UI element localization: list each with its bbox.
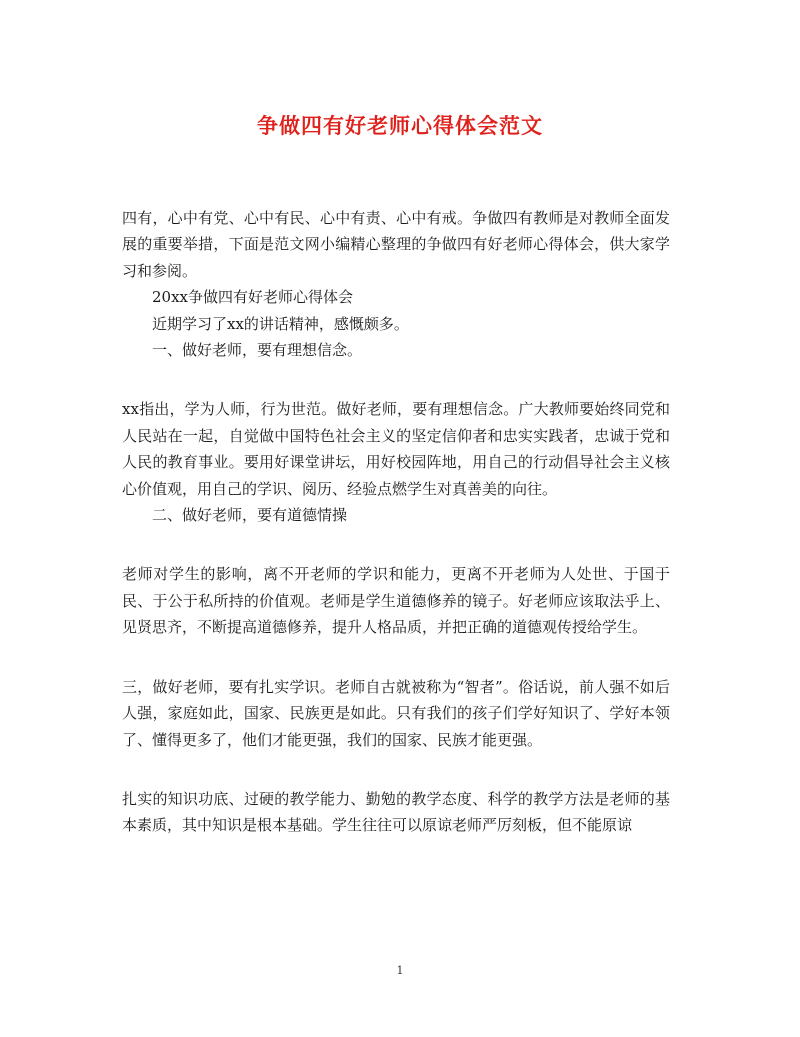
paragraph-gap	[122, 528, 670, 561]
section-heading-1: 一、做好老师，要有理想信念。	[152, 341, 363, 360]
body-paragraph: 老师对学生的影响，离不开老师的学识和能力，更离不开老师为人处世、于国于民、于公于私所持的价值观。老师是学生道德修养的镜子。好老师应该取法乎上、见贤思齐，不断提高道德修养，提升人格品质，并把正确的道德观传授给学生。	[122, 565, 670, 637]
document-body	[122, 205, 670, 839]
body-paragraph: xx指出，学为人师，行为世范。做好老师，要有理想信念。广大教师要始终同党和人民站在一起，自觉做中国特色社会主义的坚定信仰者和忠实实践者，忠诚于党和人民的教育事业。要用好课堂讲坛，用好校园阵地，用自己的行动倡导社会主义核心价值观，用自己的学识、阅历、经验点燃学生对真善美的向往。	[122, 400, 670, 498]
intro-paragraph: 四有，心中有党、心中有民、心中有责、心中有戒。争做四有教师是对教师全面发展的重要举措，下面是范文网小编精心整理的争做四有好老师心得体会，供大家学习和参阅。	[122, 209, 670, 280]
paragraph-gap	[122, 641, 670, 674]
paragraph-gap	[122, 753, 670, 786]
body-paragraph: 扎实的知识功底、过硬的教学能力、勤勉的教学态度、科学的教学方法是老师的基本素质，其中知识是根本基础。学生往往可以原谅老师严厉刻板，但不能原谅	[122, 789, 670, 835]
paragraph-gap	[122, 363, 670, 396]
section-heading-3: 三，做好老师，要有扎实学识。老师自古就被称为“智者”。俗话说，前人强不如后人强，家庭如此，国家、民族更是如此。只有我们的孩子们学好知识了、学好本领了、懂得更多了，他们才能更强，我们的国家、民族才能更强。	[122, 677, 670, 749]
section-heading-2: 二、做好老师，要有道德情操	[152, 506, 348, 525]
document-title: 争做四有好老师心得体会范文	[257, 113, 543, 138]
subtitle-paragraph: 20xx争做四有好老师心得体会	[152, 288, 354, 307]
page-number: 1	[396, 964, 404, 977]
body-paragraph: 近期学习了xx的讲话精神，感慨颇多。	[152, 314, 409, 333]
